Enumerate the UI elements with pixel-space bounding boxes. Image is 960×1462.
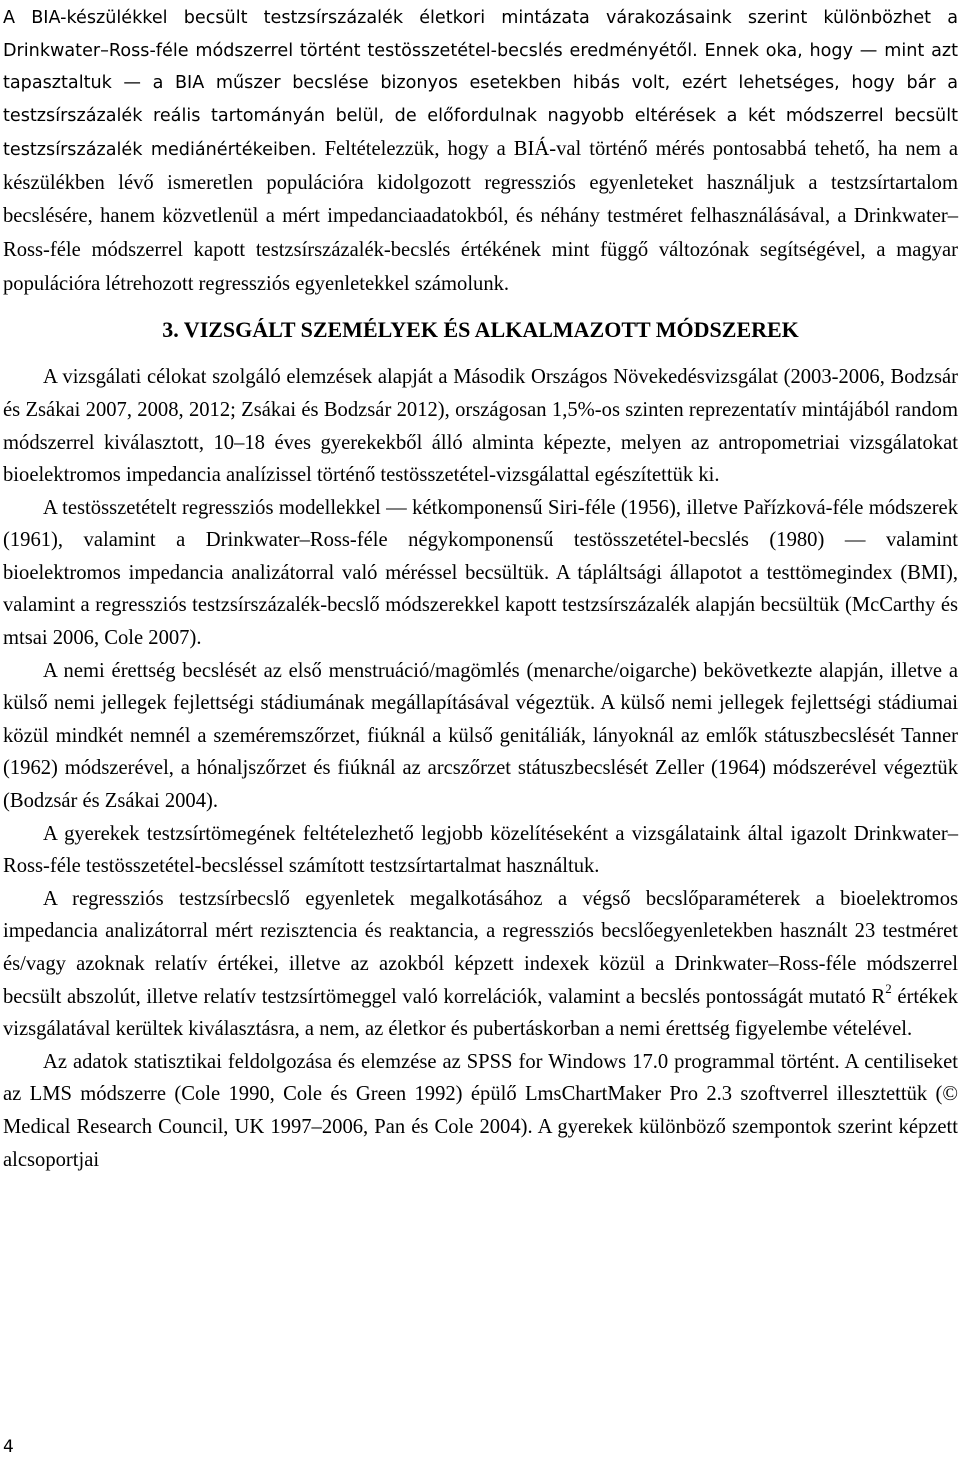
page-content bbox=[3, 0, 958, 1176]
paragraph-body-composition: A testösszetételt regressziós modellekkel — kétkomponensű Siri-féle (1956), illetve Pařízková-féle módszerek (1961), valamint a Drinkwater–Ross-féle négykomponensű testösszetétel-becslés (1980) — valamint bioelektromos impedancia analizátorral való méréssel becsültük. A tápláltsági állapotot a testtömegindex (BMI), valamint a regressziós testzsírszázalék-becslő módszerekkel kapott testzsírszázalék alapján becsültük (McCarthy és mtsai 2006, Cole 2007). bbox=[3, 496, 958, 650]
paragraph-regression-equations bbox=[3, 883, 958, 1046]
superscript-two: 2 bbox=[885, 980, 892, 996]
intro-text-part-2: Feltételezzük, hogy a BIÁ-val történő mérés pontosabbá tehető, ha nem a készülékben lévő ismeretlen populációra kidolgozott regressziós egyenleteket használjuk a testzsírtartalom becslésére, hanem közvetlenül a mért impedanciaadatokból, és néhány testméret felhasználásával, a Drinkwater–Ross-féle módszerrel kapott testzsírszázalék-becslés értékének mint függő változónak segítségével, a magyar populációra létrehozott regressziós egyenletekkel számolunk. bbox=[3, 137, 959, 295]
paragraph-statistics: Az adatok statisztikai feldolgozása és elemzése az SPSS for Windows 17.0 programmal történt. A centiliseket az LMS módszerre (Cole 1990, Cole és Green 1992) épülő LmsChartMaker Pro 2.3 szoftverrel illesztettük (© Medical Research Council, UK 1997–2006, Pan és Cole 2004). A gyerekek különböző szempontok szerint képzett alcsoportjai bbox=[3, 1050, 958, 1171]
intro-text-part-1: A BIA-készülékkel becsült testzsírszázalék életkori mintázata várakozásaink szerint különbözhet a Drinkwater–Ross-féle módszerrel történt testösszetétel-becslés eredményétől. Ennek oka, hogy — mint azt tapasztaltuk — a BIA műszer becslése bizonyos esetekben hibás volt, ezért lehetséges, hogy bár a testzsírszázalék reális tartományán belül, de előfordulnak nagyobb eltérések a két módszerrel becsült testzsírszázalék mediánértékeiben. bbox=[3, 8, 958, 160]
regression-text-before: A regressziós testzsírbecslő egyenletek megalkotásához a végső becslőparaméterek a bioelektromos impedancia analizátorral mért rezisztencia és reaktancia, a regressziós becslőegyenletekben használt 23 testméret és/vagy azoknak relatív értékei, illetve az azokból képzett indexek közül a Drinkwater–Ross-féle módszerrel becsült abszolút, illetve relatív testzsírtömeggel való korrelációk, valamint a becslés pontosságát mutató R bbox=[3, 887, 958, 1008]
page-number: 4 bbox=[3, 1437, 14, 1457]
paragraph-body-fat-reference: A gyerekek testzsírtömegének feltételezhető legjobb közelítéseként a vizsgálataink által igazolt Drinkwater–Ross-féle testösszetétel-becsléssel számított testzsírtartalmat használtuk. bbox=[3, 822, 958, 878]
paragraph-sexual-maturity: A nemi érettség becslését az első menstruáció/magömlés (menarche/oigarche) bekövetkezte alapján, illetve a külső nemi jellegek fejlettségi stádiumának megállapításával végeztük. A külső nemi jellegek fejlettségi stádiumai közül mindkét nemnél a szeméremszőrzet, fiúknál a külső genitáliák, lányoknál az emlők státuszbecslését Tanner (1962) módszerével, a hónaljszőrzet és fiúknál az arcszőrzet státuszbecslését Zeller (1964) módszerével végeztük (Bodzsár és Zsákai 2004). bbox=[3, 659, 958, 813]
paragraph-study-sample: A vizsgálati célokat szolgáló elemzések alapját a Második Országos Növekedésvizsgálat (2003-2006, Bodzsár és Zsákai 2007, 2008, 2012; Zsákai és Bodzsár 2012), országosan 1,5%-os szinten reprezentatív mintájából random módszerrel kiválasztott, 10–18 éves gyerekekből álló alminta képezte, melyen az antropometriai vizsgálatokat bioelektromos impedancia analízissel történő testösszetétel-vizsgálattal egészítettük ki. bbox=[3, 366, 958, 487]
regression-text-after: értékek vizsgálatával kerültek kiválasztásra, a nem, az életkor és pubertáskorban a nemi érettség figyelembe vételével. bbox=[3, 985, 958, 1041]
intro-paragraph bbox=[3, 0, 958, 301]
section-heading: 3. VIZSGÁLT SZEMÉLYEK ÉS ALKALMAZOTT MÓDSZEREK bbox=[162, 317, 799, 343]
